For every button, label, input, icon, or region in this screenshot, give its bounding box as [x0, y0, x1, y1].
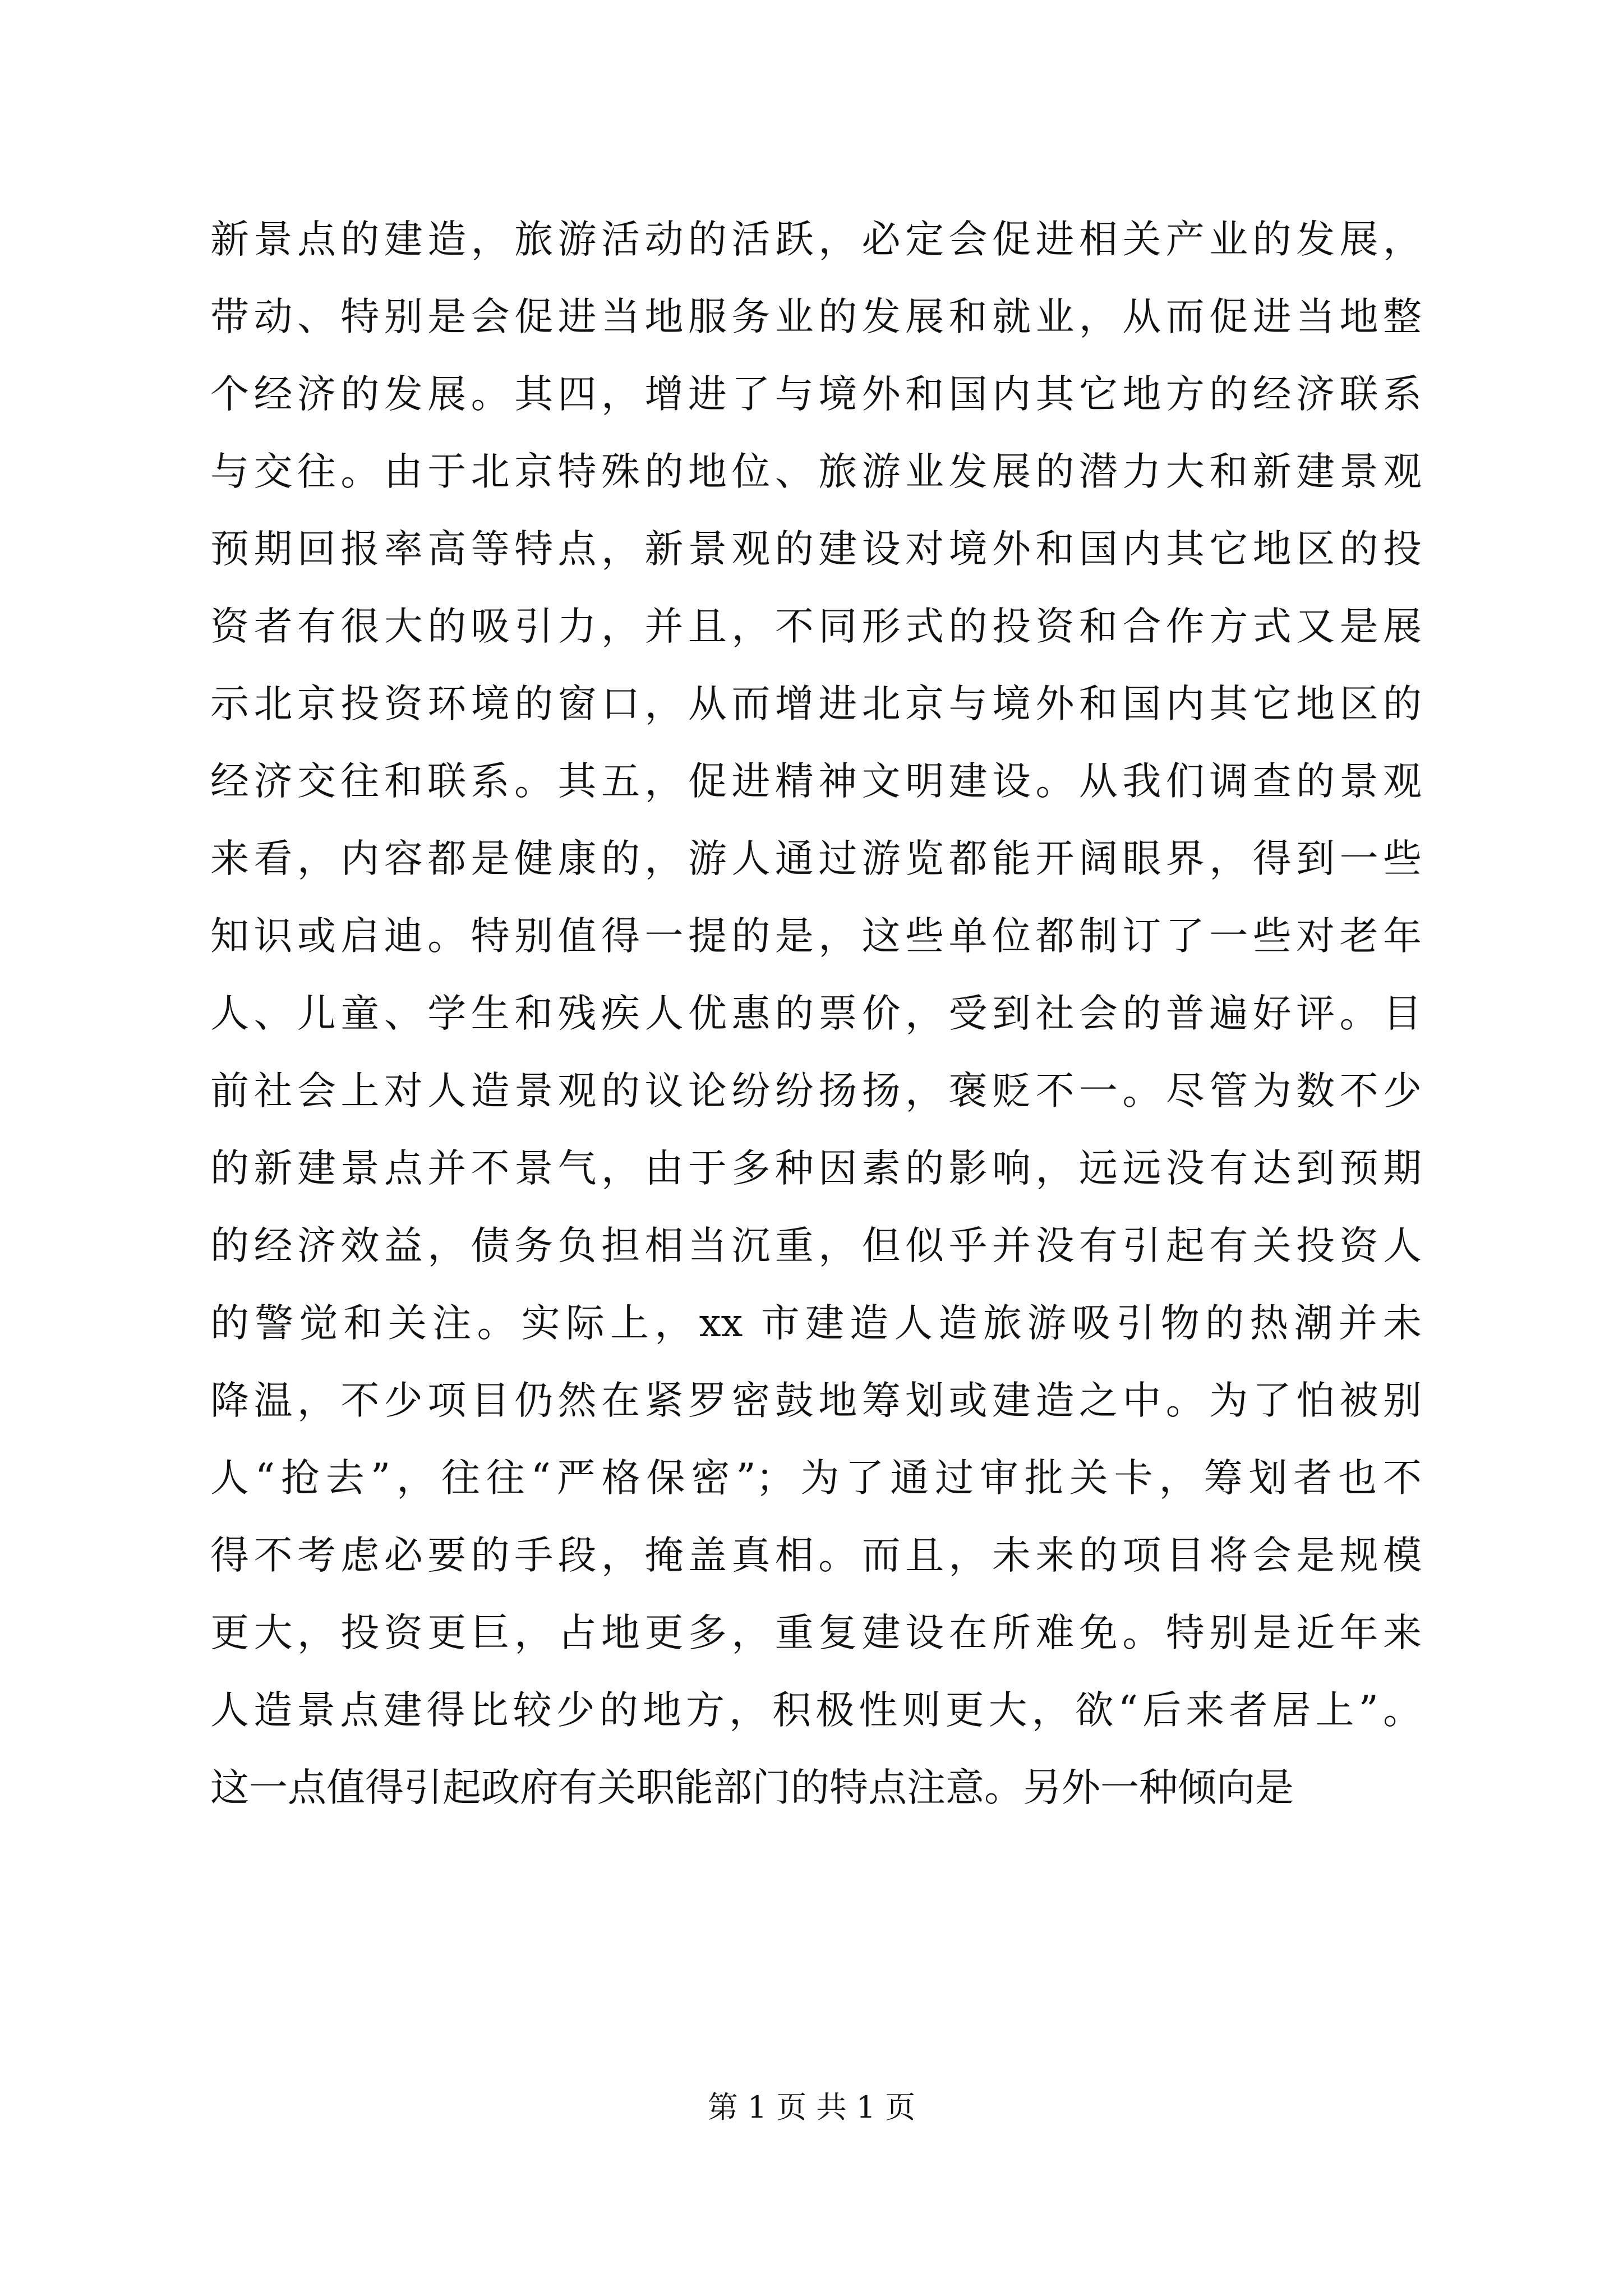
text-line: 知识或启迪。特别值得一提的是，这些单位都制订了一些对老年: [210, 914, 1422, 959]
text-line: 预期回报率高等特点，新景观的建设对境外和国内其它地区的投: [210, 527, 1422, 572]
text-line: 这一点值得引起政府有关职能部门的特点注意。另外一种倾向是: [210, 1765, 1294, 1810]
text-line: 经济交往和联系。其五，促进精神文明建设。从我们调查的景观: [210, 759, 1422, 804]
text-line: 的警觉和关注。实际上，xx 市建造人造旅游吸引物的热潮并未: [210, 1301, 1422, 1346]
text-line: 带动、特别是会促进当地服务业的发展和就业，从而促进当地整: [210, 295, 1422, 339]
text-line: 的经济效益，债务负担相当沉重，但似乎并没有引起有关投资人: [210, 1223, 1422, 1268]
text-line: 来看，内容都是健康的，游人通过游览都能开阔眼界，得到一些: [210, 836, 1422, 881]
text-line: 个经济的发展。其四，增进了与境外和国内其它地方的经济联系: [210, 372, 1422, 417]
text-line: 示北京投资环境的窗口，从而增进北京与境外和国内其它地区的: [210, 682, 1422, 726]
text-line: 前社会上对人造景观的议论纷纷扬扬，褒贬不一。尽管为数不少: [210, 1069, 1422, 1114]
text-line: 的新建景点并不景气，由于多种因素的影响，远远没有达到预期: [210, 1146, 1422, 1191]
text-line: 得不考虑必要的手段，掩盖真相。而且，未来的项目将会是规模: [210, 1533, 1422, 1578]
text-line: 降温，不少项目仍然在紧罗密鼓地筹划或建造之中。为了怕被别: [210, 1378, 1422, 1423]
text-line: 资者有很大的吸引力，并且，不同形式的投资和合作方式又是展: [210, 604, 1422, 649]
page-footer: 第 1 页 共 1 页: [707, 2090, 916, 2125]
text-line: 人“抢去”，往往“严格保密”；为了通过审批关卡，筹划者也不: [210, 1456, 1422, 1501]
text-line: 与交往。由于北京特殊的地位、旅游业发展的潜力大和新建景观: [210, 449, 1422, 494]
text-line: 更大，投资更巨，占地更多，重复建设在所难免。特别是近年来: [210, 1611, 1422, 1655]
text-line: 人、儿童、学生和残疾人优惠的票价，受到社会的普遍好评。目: [210, 991, 1422, 1036]
body-text: [210, 201, 1422, 1826]
text-line: 人造景点建得比较少的地方，积极性则更大，欲“后来者居上”。: [210, 1688, 1422, 1733]
text-line: 新景点的建造，旅游活动的活跃，必定会促进相关产业的发展，: [210, 217, 1422, 262]
